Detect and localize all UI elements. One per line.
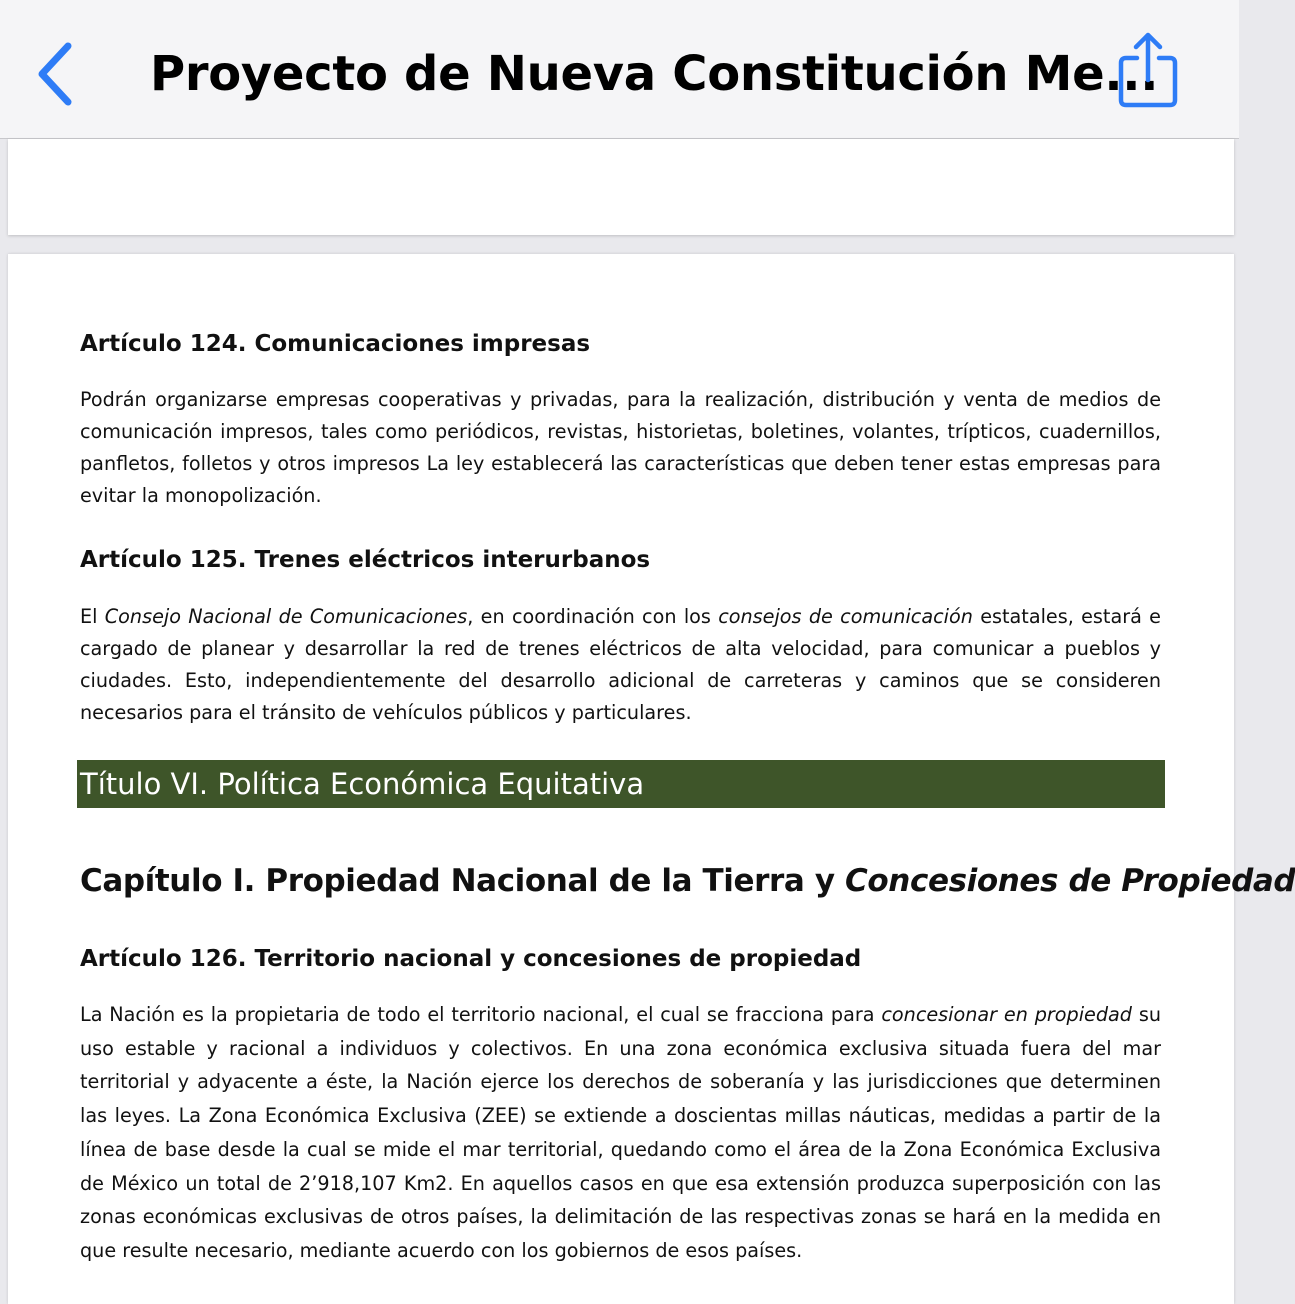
back-button[interactable]	[30, 36, 86, 112]
share-icon	[1112, 30, 1184, 112]
article-124-body: Podrán organizarse empresas cooperativas y privadas, para la realización, distribución y venta de medios de comunicación impresos, tales como periódicos, revistas, historietas, boletines, volantes, trípticos, cuadernillos, panfletos, folletos y otros impresos La ley establecerá las características que deben tener estas empresas para evitar la monopolización.	[80, 388, 1161, 507]
article-125-body: El Consejo Nacional de Comunicaciones, en coordinación con los consejos de comunicación estatales, estará e cargado de planear y desarrollar la red de trenes eléctricos de alta velocidad, para comunicar a pueblos y ciudades. Esto, independientemente del desarrollo adicional de carreteras y caminos que se consideren necesarios para el tránsito de vehículos públicos y particulares.	[80, 605, 1161, 724]
document-title: Proyecto de Nueva Constitución Me...	[150, 46, 1159, 102]
article-126-heading: Artículo 126. Territorio nacional y concesiones de propiedad	[80, 946, 862, 972]
chevron-left-icon	[30, 36, 86, 112]
article-126-body: La Nación es la propietaria de todo el territorio nacional, el cual se fracciona para concesionar en propiedad su uso estable y racional a individuos y colectivos. En una zona económica exclusiva situada fuera del mar territorial y adyacente a éste, la Nación ejerce los derechos de soberanía y las jurisdicciones que determinen las leyes. La Zona Económica Exclusiva (ZEE) se extiende a doscientas millas náuticas, medidas a partir de la línea de base desde la cual se mide el mar territorial, quedando como el área de la Zona Económica Exclusiva de México un total de 2’918,107 Km2. En aquellos casos en que esa extensión produzca superposición con las zonas económicas exclusivas de otros países, la delimitación de las respectivas zonas se hará en la medida en que resulte necesario, mediante acuerdo con los gobiernos de esos países.	[80, 1003, 1161, 1262]
article-124-heading: Artículo 124. Comunicaciones impresas	[80, 331, 591, 357]
article-125-heading: Artículo 125. Trenes eléctricos interurbanos	[80, 547, 651, 573]
chapter-i-heading: Capítulo I. Propiedad Nacional de la Tierra y Concesiones de Propiedad	[80, 863, 1295, 899]
navigation-bar	[0, 0, 1239, 139]
share-button[interactable]	[1112, 30, 1184, 112]
document-page	[8, 254, 1295, 1304]
previous-page	[8, 139, 1234, 235]
title-vi-banner	[77, 760, 1165, 808]
title-vi-label: Título VI. Política Económica Equitativa	[80, 767, 645, 801]
